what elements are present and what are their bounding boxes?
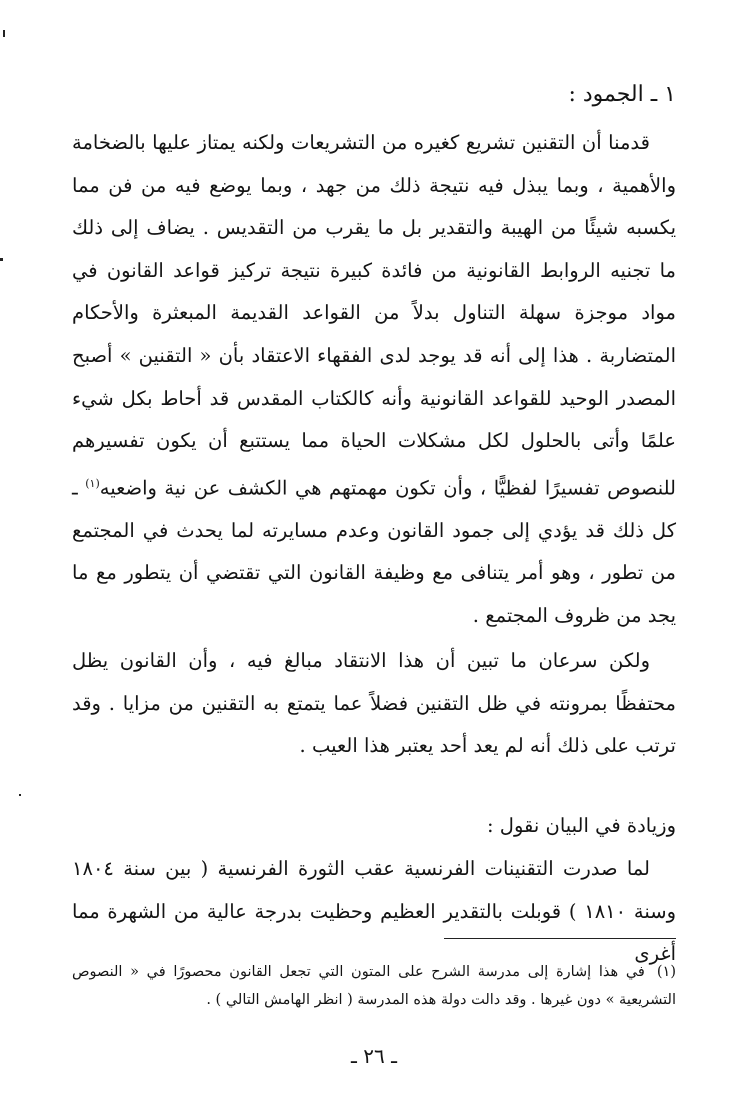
- paragraph-1: [72, 122, 676, 638]
- footnote-reference[interactable]: (١): [85, 476, 100, 490]
- section-heading: ١ ـ الجمود :: [568, 82, 676, 107]
- paragraph-3: وزيادة في البيان نقول :: [487, 814, 676, 837]
- paragraph-1-part-2: ـ كل ذلك قد يؤدي إلى جمود القانون وعدم مسايرته لما يحدث في المجتمع من تطور ، وهو أمر يتنافى مع وظيفة القانون التي تقتضي أن يتطور مع ما يجد من ظروف المجتمع .: [72, 476, 676, 628]
- footnote: [72, 958, 676, 1014]
- paragraph-1-part-1: قدمنا أن التقنين تشريع كغيره من التشريعات ولكنه يمتاز عليها بالضخامة والأهمية ، وبما يبذل فيه نتيجة ذلك من جهد ، وبما يوضع فيه من فن مما يكسبه شيئًا من الهيبة والتقدير بل ما يقرب من التقديس . يضاف إلى ذلك ما تجنيه الروابط القانونية من فائدة كبيرة نتيجة تركيز قواعد القانون في مواد موجزة سهلة التناول بدلاً من القواعد القديمة المبعثرة والأحكام المتضاربة . هذا إلى أنه قد يوجد لدى الفقهاء الاعتقاد بأن « التقنين » أصبح المصدر الوحيد للقواعد القانونية وأنه كالكتاب المقدس قد أحاط بكل شيء علمًا وأتى بالحلول لكل مشكلات الحياة مما يستتبع أن يكون تفسيرهم للنصوص تفسيرًا لفظيًّا ، وأن تكون مهمتهم هي الكشف عن نية واضعيه: [72, 131, 676, 500]
- footnote-separator: [444, 938, 676, 939]
- footnote-text: في هذا إشارة إلى مدرسة الشرح على المتون التي تجعل القانون محصورًا في « النصوص التشريعية » دون غيرها . وقد دالت دولة هذه المدرسة ( انظر الهامش التالي ) .: [72, 964, 676, 1008]
- footnote-number: (١): [656, 964, 676, 980]
- paragraph-2: ولكن سرعان ما تبين أن هذا الانتقاد مبالغ فيه ، وأن القانون يظل محتفظًا بمرونته في ظل التقنين فضلاً عما يتمتع به التقنين من مزايا . وقد ترتب على ذلك أنه لم يعد أحد يعتبر هذا العيب .: [72, 649, 676, 758]
- page-number: ـ ٢٦ ـ: [351, 1044, 397, 1068]
- scan-speck: [0, 258, 3, 261]
- scan-speck: [19, 794, 21, 796]
- scan-speck: [3, 30, 5, 37]
- paragraph-4: لما صدرت التقنينات الفرنسية عقب الثورة الفرنسية ( بين سنة ١٨٠٤ وسنة ١٨١٠ ) قوبلت بالتقدير العظيم وحظيت بدرجة عالية من الشهرة مما أغرى: [72, 857, 676, 966]
